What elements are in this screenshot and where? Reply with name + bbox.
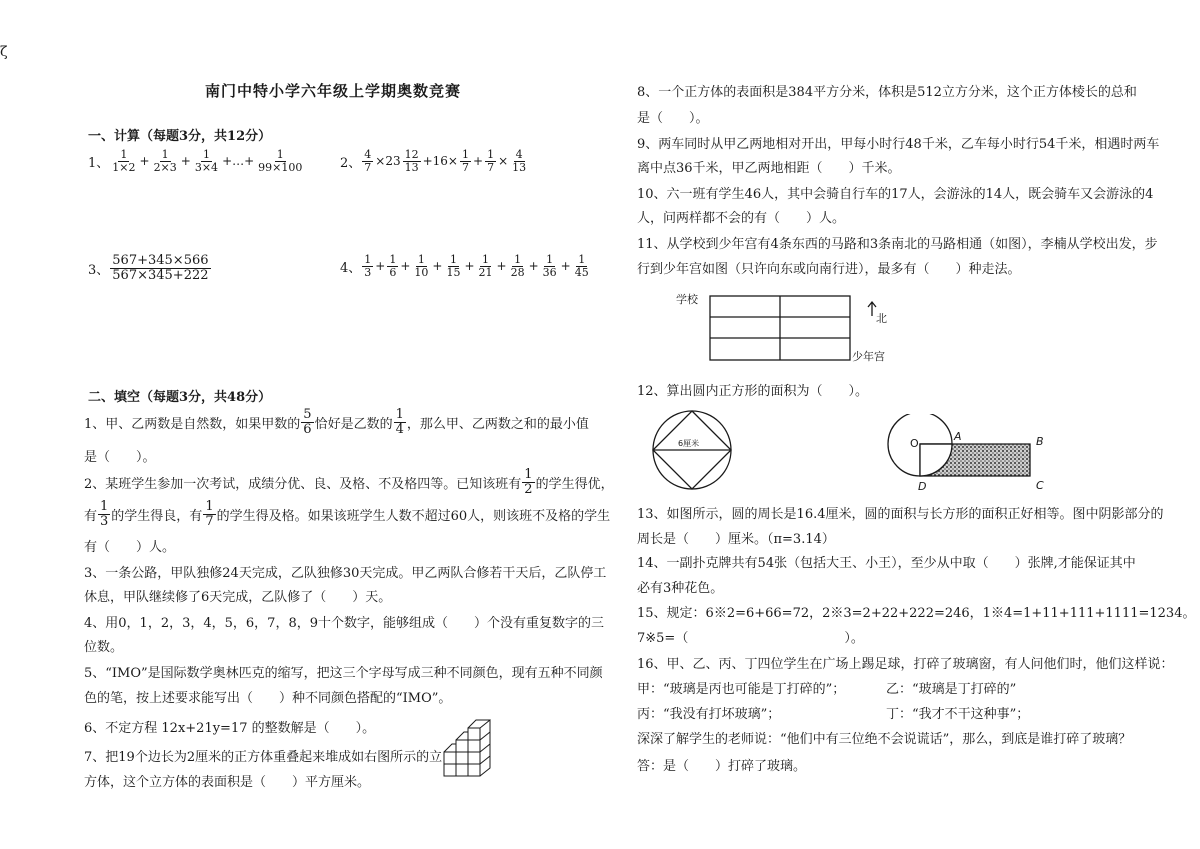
plus-sign: + xyxy=(496,259,507,274)
fraction: $\frac{1}{2}$ xyxy=(524,467,533,497)
q9-line1: 9、两车同时从甲乙两地相对开出，甲每小时行48千米，乙车每小时行54千米，相遇时两车 xyxy=(637,137,1160,152)
plus-sign: + xyxy=(375,259,386,274)
fraction: $\frac{1}{3}$ xyxy=(100,499,109,529)
label-a: A xyxy=(954,430,962,443)
fill-q2-line3: 有（ ）人。 xyxy=(84,540,176,555)
q13-line1: 13、如图所示，圆的周长是16.4厘米，圆的面积与长方形的面积正好相等。图中阴影部分的 xyxy=(637,507,1164,522)
q13-line2: 周长是（ ）厘米。（π=3.14） xyxy=(637,532,835,547)
q16-statement-jia: 甲：“玻璃是丙也可能是丁打碎的”； xyxy=(637,682,846,697)
q3-number: 3、 xyxy=(88,262,110,278)
calc-q3 xyxy=(88,254,212,282)
fraction: $\frac{1}{4}$ xyxy=(395,407,404,437)
q11-line1: 11、从学校到少年宫有4条东西的马路和3条南北的马路相通（如图），李楠从学校出发，步 xyxy=(637,237,1158,252)
fraction: $\frac{1}{1\times 2}$ xyxy=(112,148,136,174)
q8-line1: 8、一个正方体的表面积是384平方分米，体积是512立方分米，这个正方体棱长的总和 xyxy=(637,85,1137,100)
fraction: $\frac{1}{7}$ xyxy=(462,148,469,174)
q16-teacher: 深深了解学生的老师说：“他们中有三位绝不会说谎话”，那么，到底是谁打碎了玻璃？ xyxy=(637,732,1132,747)
q16-statement-yi: 乙：“玻璃是丁打碎的” xyxy=(886,682,1017,697)
cube-stack-figure xyxy=(440,712,498,782)
q1-number: 1、 xyxy=(88,155,110,171)
calc-q2: 2、 $\frac{4}{7}$ ×23 $\frac{12}{13}$ +16× $\frac{1}{7}$ + $\frac{1}{7}$ × $\frac{4}{13}$ xyxy=(340,148,527,174)
fraction: $\frac{1}{10}$ xyxy=(414,253,429,279)
calc-q4 xyxy=(340,254,592,278)
fraction: $\frac{1}{28}$ xyxy=(510,253,525,279)
plus-sign: + xyxy=(528,259,539,274)
fraction: $\frac{4}{13}$ xyxy=(512,148,527,174)
fraction: $\frac{1}{7}$ xyxy=(205,499,214,529)
grid-label-palace: 少年宫 xyxy=(852,350,885,363)
q10-line1: 10、六一班有学生46人，其中会骑自行车的17人，会游泳的14人，既会骑车又会游泳的4 xyxy=(637,187,1154,202)
q16-line1: 16、甲、乙、丙、丁四位学生在广场上踢足球，打碎了玻璃窗，有人问他们时，他们这样说： xyxy=(637,657,1174,672)
fraction: $\frac{1}{3\times 4}$ xyxy=(194,148,219,174)
corner-mark: ζ xyxy=(0,44,8,60)
fill-q5-line1: 5、“IMO”是国际数学奥林匹克的缩写，把这三个字母写成三种不同颜色，现有五种不同颜 xyxy=(84,666,603,681)
grid-label-north: 北 xyxy=(876,312,887,325)
fraction: $\frac{1}{21}$ xyxy=(478,253,493,279)
fraction: $\frac{12}{13}$ xyxy=(404,148,419,174)
plus-sign: + xyxy=(400,259,411,274)
fraction: $\frac{1}{3}$ xyxy=(364,253,372,279)
fraction: $\frac{1}{45}$ xyxy=(574,253,589,279)
fill-q7-line1: 7、把19个边长为2厘米的正方体重叠起来堆成如右图所示的立 xyxy=(84,750,443,765)
calc-q1: 1、 $\frac{1}{1\times 2}$ + $\frac{1}{2\times 3}$ + $\frac{1}{3\times 4}$ +…+ $\frac{1}{99\times 100}$ xyxy=(88,148,303,174)
grid-label-school: 学校 xyxy=(676,293,698,306)
plus-sign: + xyxy=(464,259,475,274)
page-title: 南门中特小学六年级上学期奥数竞赛 xyxy=(205,82,462,100)
fill-q2-line1: 2、某班学生参加一次考试，成绩分优、良、及格、不及格四等。已知该班有 $\frac{1}{2}$ 的学生得优， xyxy=(84,467,614,497)
fill-q4-line2: 位数。 xyxy=(84,640,124,655)
fill-q5-line2: 色的笔，按上述要求能写出（ ）种不同颜色搭配的“IMO”。 xyxy=(84,691,452,706)
q14-line1: 14、一副扑克牌共有54张（包括大王、小王），至少从中取（ ）张牌,才能保证其中 xyxy=(637,556,1136,571)
fill-q1-line1: 1、甲、乙两数是自然数，如果甲数的 $\frac{5}{6}$ 恰好是乙数的 $\frac{1}{4}$ ，那么甲、乙两数之和的最小值 xyxy=(84,407,589,437)
fraction: $\frac{1}{6}$ xyxy=(389,253,397,279)
circle-rectangle-figure xyxy=(878,414,1058,494)
q9-line2: 离中点36千米，甲乙两地相距（ ）千米。 xyxy=(637,161,901,176)
section1-heading: 一、计算（每题3分，共12分） xyxy=(88,129,272,144)
circle-diameter-label: 6厘米 xyxy=(678,439,700,448)
q11-line2: 行到少年宫如图（只许向东或向南行进），最多有（ ）种走法。 xyxy=(637,262,1021,277)
fraction: $\frac{1}{36}$ xyxy=(542,253,557,279)
fill-q6: 6、不定方程 12x+21y=17 的整数解是（ ）。 xyxy=(84,721,376,736)
circle-square-figure xyxy=(650,408,734,492)
q16-statement-ding: 丁：“我才不干这种事”； xyxy=(886,707,1030,722)
label-o: O xyxy=(910,437,919,450)
fill-q1-line2: 是（ ）。 xyxy=(84,450,156,465)
q16-answer: 答：是（ ）打碎了玻璃。 xyxy=(637,759,807,774)
plus-sign: + xyxy=(432,259,443,274)
fill-q3-line1: 3、一条公路，甲队独修24天完成，乙队独修30天完成。甲乙两队合修若干天后，乙队停工 xyxy=(84,566,607,581)
fraction: $\frac{4}{7}$ xyxy=(364,148,372,174)
label-d: D xyxy=(918,480,927,493)
q4-number: 4、 xyxy=(340,260,362,276)
label-c: C xyxy=(1036,479,1044,492)
label-b: B xyxy=(1036,435,1044,448)
fill-q4-line1: 4、用0，1，2，3，4，5，6，7，8，9十个数字，能够组成（ ）个没有重复数字的三 xyxy=(84,616,604,631)
fill-q3-line2: 休息，甲队继续修了6天完成，乙队修了（ ）天。 xyxy=(84,590,392,605)
q15-line1: 15、规定：6※2=6+66=72，2※3=2+22+222=246，1※4=1+11+111+1111=1234。 xyxy=(637,606,1196,621)
q12: 12、算出圆内正方形的面积为（ ）。 xyxy=(637,384,869,399)
fraction: $\frac{5}{6}$ xyxy=(303,407,312,437)
fraction: $\frac{567+345\times 566}{567\times 345+222}$ xyxy=(112,253,209,283)
fraction: $\frac{1}{7}$ xyxy=(487,148,495,174)
q8-line2: 是（ ）。 xyxy=(637,111,709,126)
q14-line2: 必有3种花色。 xyxy=(637,581,724,596)
q10-line2: 人，问两样都不会的有（ ）人。 xyxy=(637,211,846,226)
q15-line2: 7※5=（ ）。 xyxy=(637,631,864,646)
plus-sign: + xyxy=(560,259,571,274)
fraction: $\frac{1}{2\times 3}$ xyxy=(153,148,177,174)
q16-statement-bing: 丙：“我没有打坏玻璃”； xyxy=(637,707,781,722)
fill-q7-line2: 方体，这个立方体的表面积是（ ）平方厘米。 xyxy=(84,775,371,790)
fraction: $\frac{1}{15}$ xyxy=(446,253,461,279)
q2-number: 2、 xyxy=(340,155,362,171)
fraction: $\frac{1}{99\times 100}$ xyxy=(258,148,303,174)
fill-q2-line2: 有 $\frac{1}{3}$ 的学生得良，有 $\frac{1}{7}$ 的学生得及格。如果该班学生人数不超过60人，则该班不及格的学生 xyxy=(84,499,611,529)
section2-heading: 二、填空（每题3分，共48分） xyxy=(88,390,272,405)
street-grid-figure xyxy=(676,290,906,365)
